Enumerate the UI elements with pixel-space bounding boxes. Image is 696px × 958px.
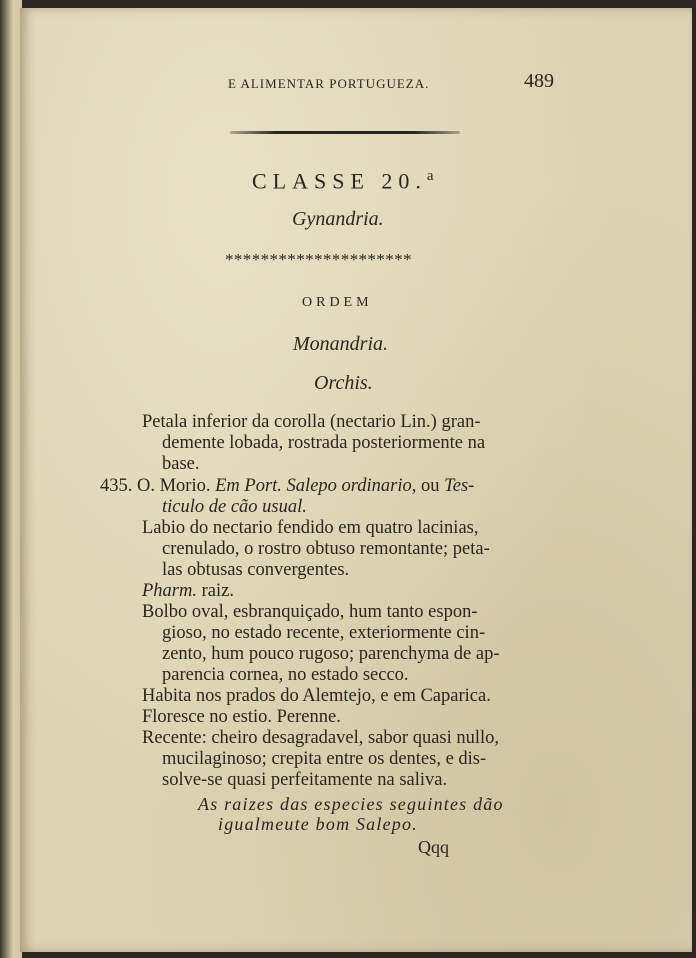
signature-mark: Qqq [418, 837, 449, 857]
body-line: Floresce no estio. Perenne. [142, 707, 341, 727]
header-rule [230, 131, 460, 134]
footnote-line: igualmeute bom Salepo. [218, 814, 418, 834]
species-portuguese-name-cont: ticulo de cão usual. [162, 497, 307, 517]
order-name: Monandria. [293, 333, 388, 355]
footnote-line: As raizes das especies seguintes dão [198, 794, 504, 814]
class-number-superscript: a [426, 168, 435, 184]
body-line: solve-se quasi perfeitamente na saliva. [162, 770, 448, 790]
body-line: Recente: cheiro desagradavel, sabor quasi nullo, [142, 728, 500, 748]
order-heading: ORDEM [302, 295, 373, 310]
body-line: Labio do nectario fendido em quatro lacinias, [142, 518, 479, 538]
pharm-label: Pharm. [142, 581, 197, 601]
body-line: gioso, no estado recente, exteriormente cin- [162, 623, 486, 643]
description-line: base. [162, 454, 200, 474]
class-label: CLASSE [252, 168, 370, 194]
page-number: 489 [524, 70, 554, 92]
class-name: Gynandria. [292, 208, 384, 230]
description-line: Petala inferior da corolla (nectario Lin.) gran- [142, 412, 481, 432]
pharm-line [142, 581, 234, 602]
body-line: zento, hum pouco rugoso; parenchyma de ap- [162, 644, 500, 664]
body-line: mucilaginoso; crepita entre os dentes, e dis- [162, 749, 487, 769]
body-line: parencia cornea, no estado secco. [162, 665, 409, 685]
book-page [20, 8, 692, 952]
species-number: 435. [100, 476, 133, 496]
description-line: demente lobada, rostrada posteriormente na [162, 433, 486, 453]
book-spine [0, 0, 22, 958]
class-number: 20. [381, 168, 427, 194]
asterisk-separator: ********************* [225, 250, 412, 269]
body-line: Bolbo oval, esbranquiçado, hum tanto espon- [142, 602, 478, 622]
species-connector: , ou [411, 476, 440, 496]
running-head: E ALIMENTAR PORTUGUEZA. [228, 76, 430, 91]
species-portuguese-name-hyphen: Tes- [444, 476, 475, 496]
body-line: Habita nos prados do Alemtejo, e em Caparica. [142, 686, 491, 706]
species-portuguese-name: Em Port. Salepo ordinario [215, 476, 412, 496]
body-line: crenulado, o rostro obtuso remontante; peta- [162, 539, 490, 559]
species-entry-line [100, 476, 474, 497]
pharm-value: raiz. [201, 581, 234, 601]
species-name: O. Morio. [137, 476, 211, 496]
genus-name: Orchis. [314, 372, 373, 394]
body-line: las obtusas convergentes. [162, 560, 350, 580]
class-heading [252, 168, 435, 194]
